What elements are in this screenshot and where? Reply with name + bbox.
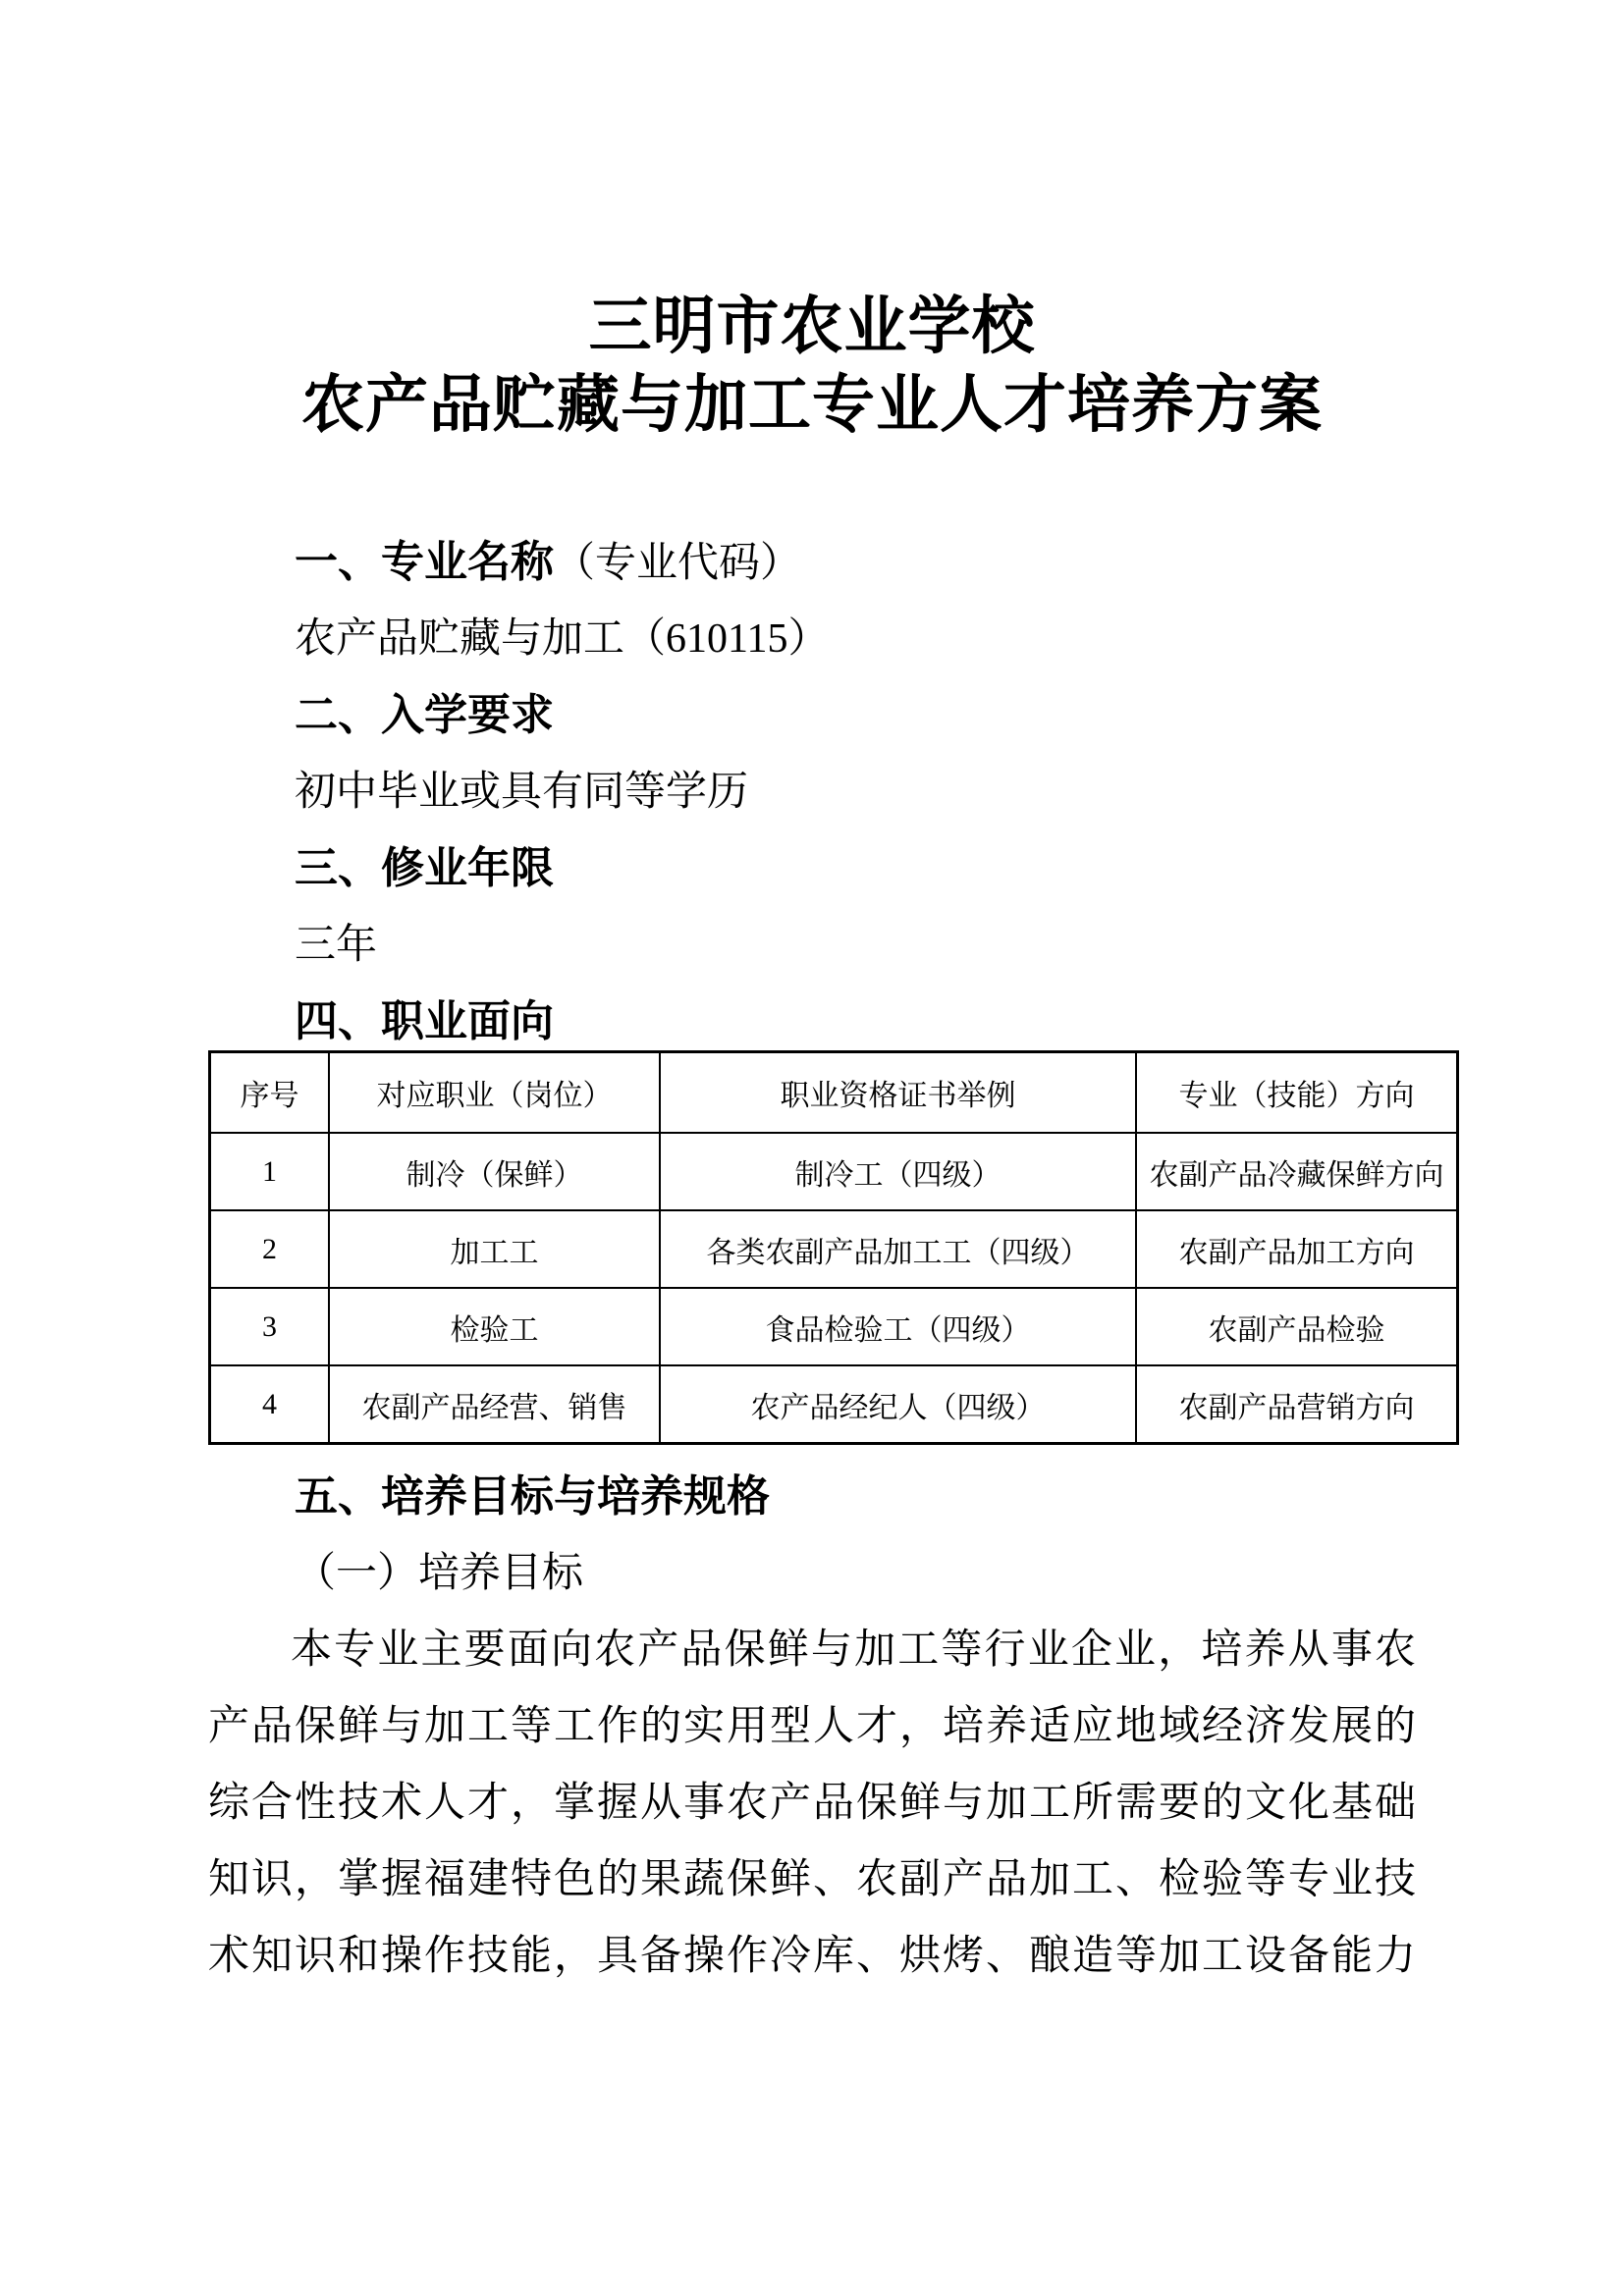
paragraph-line: 产品保鲜与加工等工作的实用型人才，培养适应地域经济发展的: [208, 1704, 1416, 1749]
section-1-heading: [208, 524, 1416, 601]
training-objective-paragraph: [208, 1612, 1416, 1995]
table-cell: 农副产品营销方向: [1136, 1365, 1458, 1444]
section-1-heading-label: 一、专业名称: [295, 538, 554, 586]
table-cell: 农副产品检验: [1136, 1288, 1458, 1365]
table-cell: 1: [210, 1133, 330, 1210]
paragraph-line: 术知识和操作技能，具备操作冷库、烘烤、酿造等加工设备能力: [208, 1934, 1416, 1979]
table-cell: 检验工: [329, 1288, 660, 1365]
table-row: [210, 1133, 1458, 1210]
career-table-header-seq: 序号: [210, 1052, 330, 1134]
table-cell: 制冷（保鲜）: [329, 1133, 660, 1210]
table-cell: 农副产品加工方向: [1136, 1210, 1458, 1288]
table-cell: 制冷工（四级）: [660, 1133, 1136, 1210]
career-table-header-certificate: 职业资格证书举例: [660, 1052, 1136, 1134]
table-cell: 加工工: [329, 1210, 660, 1288]
table-cell: 4: [210, 1365, 330, 1444]
table-cell: 3: [210, 1288, 330, 1365]
title-line-1: 三明市农业学校: [588, 291, 1036, 361]
section-3-heading: 三、修业年限: [295, 844, 554, 892]
table-cell: 各类农副产品加工工（四级）: [660, 1210, 1136, 1288]
section-2-body: 初中毕业或具有同等学历: [295, 770, 749, 815]
table-row: [210, 1365, 1458, 1444]
career-table-header-job: 对应职业（岗位）: [329, 1052, 660, 1134]
document-title: [208, 287, 1416, 444]
table-row: [210, 1288, 1458, 1365]
table-cell: 食品检验工（四级）: [660, 1288, 1136, 1365]
table-cell: 2: [210, 1210, 330, 1288]
section-5-subheading: （一）培养目标: [295, 1551, 584, 1596]
paragraph-line: 综合性技术人才，掌握从事农产品保鲜与加工所需要的文化基础: [208, 1781, 1416, 1826]
table-cell: 农副产品冷藏保鲜方向: [1136, 1133, 1458, 1210]
document-content: [208, 0, 1444, 1995]
table-cell: 农产品经纪人（四级）: [660, 1365, 1136, 1444]
title-line-2: 农产品贮藏与加工专业人才培养方案: [301, 369, 1323, 440]
section-1-heading-note: （专业代码）: [554, 541, 802, 586]
section-1-body: 农产品贮藏与加工（610115）: [295, 616, 830, 662]
paragraph-line: 知识，掌握福建特色的果蔬保鲜、农副产品加工、检验等专业技: [208, 1857, 1416, 1902]
table-row: [210, 1210, 1458, 1288]
paragraph-line: 本专业主要面向农产品保鲜与加工等行业企业，培养从事农: [291, 1628, 1416, 1673]
career-table-header-row: [210, 1052, 1458, 1134]
table-cell: 农副产品经营、销售: [329, 1365, 660, 1444]
career-table: [208, 1050, 1459, 1445]
section-5-heading: 五、培养目标与培养规格: [295, 1472, 770, 1521]
career-table-header-direction: 专业（技能）方向: [1136, 1052, 1458, 1134]
section-2-heading: 二、入学要求: [295, 691, 554, 739]
section-4-heading: 四、职业面向: [295, 997, 554, 1045]
section-3-body: 三年: [295, 923, 378, 968]
